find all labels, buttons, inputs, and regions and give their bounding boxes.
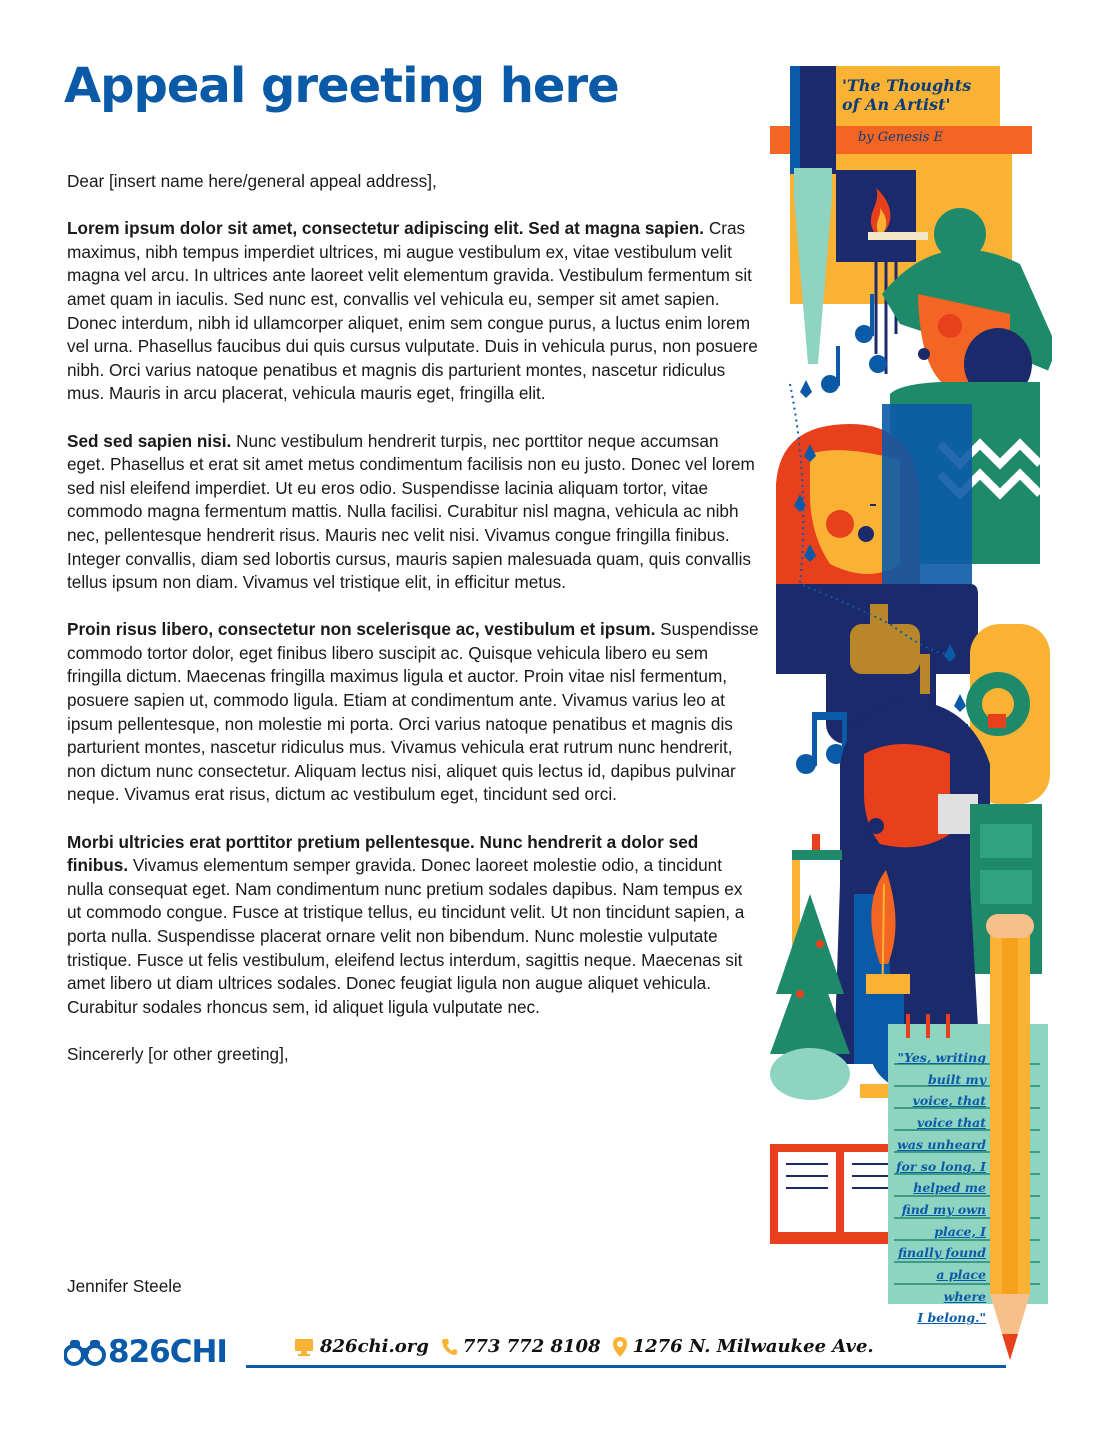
paragraph-lead: Sed sed sapien nisi. — [67, 430, 232, 451]
footer — [64, 1326, 1052, 1376]
quote-line: was unheard — [897, 1136, 986, 1152]
pad-quote — [890, 1047, 986, 1329]
paragraph-text: Cras maximus, nibh tempus imperdiet ultrices, mi augue vestibulum ex, vitae vestibulum velit magna vel arcu. In ultrices ante laoreet velit elementum gravida. Vestibulum fermentum sit amet quam in iaculis. Sed nunc est, convallis vel vehicula eu, semper sit amet sapien. Donec interdum, nibh id ullamcorper aliquet, enim sem congue purus, a luctus enim lorem vel urna. Phasellus faucibus dui quis cursus vulputate. Duis in vehicula purus, non posuere nibh. Orci varius natoque penatibus et magnis dis parturient montes, nascetur ridiculus mus. Mauris in arcu placerat, vehicula mauris eget, fringilla elit. — [67, 218, 758, 404]
826chi-logo — [64, 1334, 227, 1370]
contact-info — [294, 1336, 886, 1357]
quote-line: for so long. I — [896, 1158, 986, 1174]
paragraph-text: Suspendisse commodo tortor dolor, eget finibus libero suscipit ac. Quisque vehicula libero eu sem fringilla dictum. Maecenas fringilla maximus ligula et auctor. Proin vitae nisl fermentum, posuere sapien ut, commodo ligula. Etiam at condimentum ante. Vivamus varius leo at ipsum pellentesque, non molestie mi porta. Orci varius natoque penatibus et magnis dis parturient montes, nascetur ridiculus mus. Vivamus vehicula erat rutrum nunc hendrerit, non dictum nunc consectetur. Aliquam lectus nisi, aliquet quis lectus id, dapibus pulvinar neque. Vivamus erat risus, dictum ac vestibulum eget, tincidunt sed orci. — [67, 619, 759, 805]
closing: Sincererly [or other greeting], — [67, 1043, 289, 1064]
salutation: Dear [insert name here/general appeal address], — [67, 171, 437, 191]
signature-name: Jennifer Steele — [67, 1276, 182, 1296]
paragraph-lead: Lorem ipsum dolor sit amet, consectetur adipiscing elit. Sed at magna sapien. — [67, 218, 705, 239]
phone-number[interactable]: 773 772 8108 — [462, 1336, 601, 1357]
paragraph-3 — [67, 618, 759, 807]
book-title: 'The Thoughts of An Artist' — [842, 76, 972, 114]
quote-line: finally found — [897, 1245, 986, 1261]
paragraph-2 — [67, 430, 759, 595]
paragraph-lead: Proin risus libero, consectetur non scelerisque ac, vestibulum et ipsum. — [67, 619, 656, 640]
footer-rule — [246, 1365, 1006, 1368]
street-address: 1276 N. Milwaukee Ave. — [632, 1336, 874, 1357]
quote-line: helped me — [913, 1180, 986, 1196]
binoculars-icon — [64, 1338, 106, 1366]
paragraph-4 — [67, 831, 759, 1020]
quote-line: place, I — [934, 1223, 986, 1239]
quote-line: voice, that — [912, 1093, 986, 1109]
quote-line: voice that — [916, 1115, 986, 1131]
letter-body — [67, 170, 759, 1090]
website-link[interactable]: 826chi.org — [320, 1336, 429, 1357]
book-author: by Genesis E — [858, 130, 944, 145]
website-item[interactable] — [294, 1336, 429, 1357]
paragraph-text: Nunc vestibulum hendrerit turpis, nec porttitor neque accumsan eget. Phasellus et erat sit amet metus condimentum facilisis non eu justo. Donec vel lorem sed nisl eleifend imperdiet. Ut eu eros odio. Suspendisse lacinia aliquam tortor, vitae commodo magna fermentum mattis. Nulla facilisi. Curabitur nisl magna, vehicula ac nibh nec, pellentesque hendrerit risus. Mauris nec velit nisi. Vivamus congue fringilla finibus. Integer convallis, diam sed lobortis cursus, mauris sapien malesuada quam, quis convallis tellus ipsum non diam. Vivamus vel tristique elit, in efficitur metus. — [67, 430, 755, 593]
paragraph-lead: Morbi ultricies erat porttitor pretium pellentesque. Nunc hendrerit a dolor sed finibus. — [67, 831, 699, 876]
location-pin-icon — [613, 1337, 627, 1357]
paragraph-text: Vivamus elementum semper gravida. Donec laoreet molestie odio, a tincidunt nulla consequat eget. Nam condimentum nunc pretium sodales dapibus. Nam tempus ex ut commodo congue. Fusce at tristique tellus, eu tincidunt velit. Ut non tincidunt sapien, a porta nulla. Suspendisse placerat ornare velit non bibendum. Nunc molestie vulputate tristique. Fusce ut felis vestibulum, eleifend lectus interdum, sagittis neque. Maecenas sit amet libero ut diam ultrices sodales. Donec feugiat ligula non augue aliquet vehicula. Curabitur sodales rhoncus sem, id aliquet ligula vulputate nec. — [67, 855, 745, 1017]
monitor-icon — [294, 1338, 314, 1356]
phone-icon — [441, 1338, 457, 1356]
quote-line: a place where — [936, 1267, 986, 1304]
logo-text: 826CHI — [108, 1334, 227, 1370]
address-item — [613, 1336, 874, 1357]
phone-item[interactable] — [441, 1336, 601, 1357]
quote-line: I belong." — [917, 1310, 986, 1326]
appeal-heading: Appeal greeting here — [64, 58, 619, 114]
quote-line: "Yes, writing — [897, 1050, 986, 1065]
quote-line: built my — [928, 1071, 986, 1087]
paragraph-1 — [67, 217, 759, 406]
quote-line: find my own — [901, 1201, 986, 1217]
